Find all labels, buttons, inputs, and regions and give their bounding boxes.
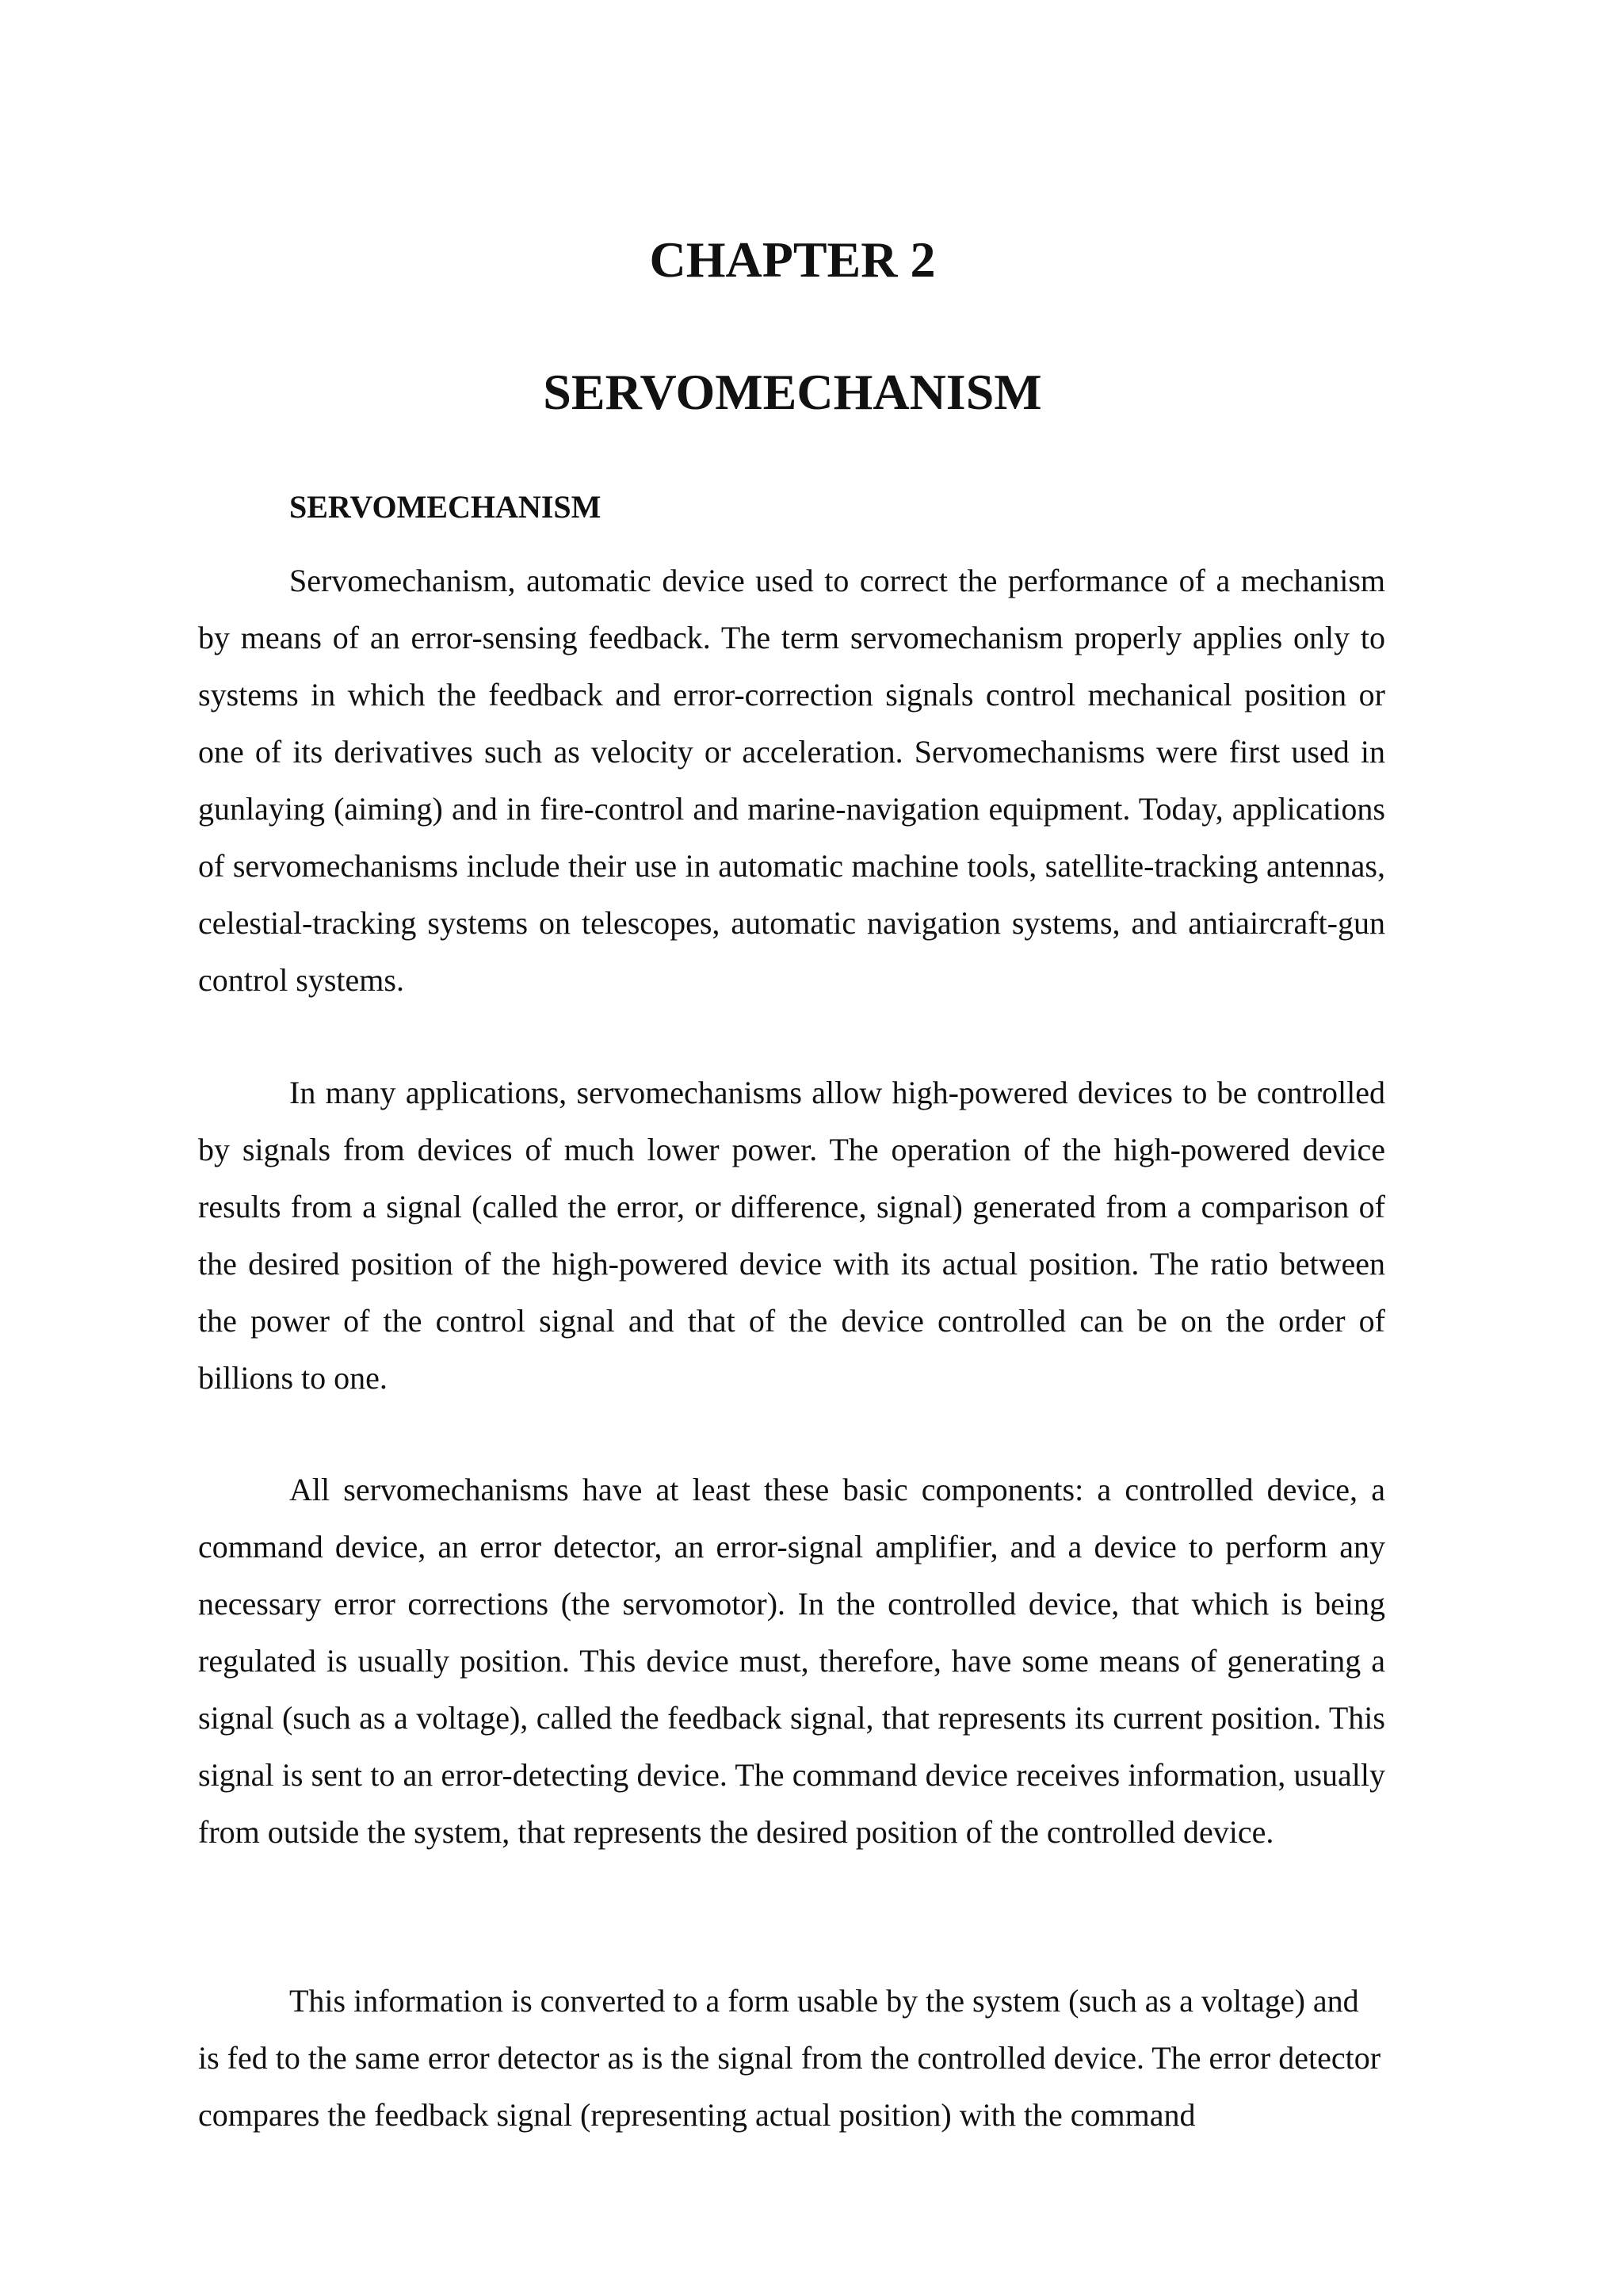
paragraph-1: Servomechanism, automatic device used to correct the performance of a mechanism by means of an error-sensing feedback. The term servomechanism properly applies only to systems in which the feedback and error-correction signals control mechanical position or one of its derivatives such as velocity or acceleration. Servomechanisms were first used in gunlaying (aiming) and in fire-control and marine-navigation equipment. Today, applications of servomechanisms include their use in automatic machine tools, satellite-tracking antennas, celestial-tracking systems on telescopes, automatic navigation systems, and antiaircraft-gun control systems. [198,563,1385,998]
chapter-title: SERVOMECHANISM [543,364,1042,420]
chapter-number: CHAPTER 2 [649,231,936,288]
paragraph-2: In many applications, servomechanisms allow high-powered devices to be controlled by signals from devices of much lower power. The operation of the high-powered device results from a signal (called the error, or difference, signal) generated from a comparison of the desired position of the high-powered device with its actual position. The ratio between the power of the control signal and that of the device controlled can be on the order of billions to one. [198,1075,1385,1396]
section-heading: SERVOMECHANISM [289,489,601,525]
paragraph-4: This information is converted to a form usable by the system (such as a voltage) and is fed to the same error detector as is the signal from the controlled device. The error detector compares the feedback signal (representing actual position) with the command [198,1983,1381,2133]
paragraph-3: All servomechanisms have at least these basic components: a controlled device, a command device, an error detector, an error-signal amplifier, and a device to perform any necessary error corrections (the servomotor). In the controlled device, that which is being regulated is usually position. This device must, therefore, have some means of generating a signal (such as a voltage), called the feedback signal, that represents its current position. This signal is sent to an error-detecting device. The command device receives information, usually from outside the system, that represents the desired position of the controlled device. [198,1472,1385,1850]
